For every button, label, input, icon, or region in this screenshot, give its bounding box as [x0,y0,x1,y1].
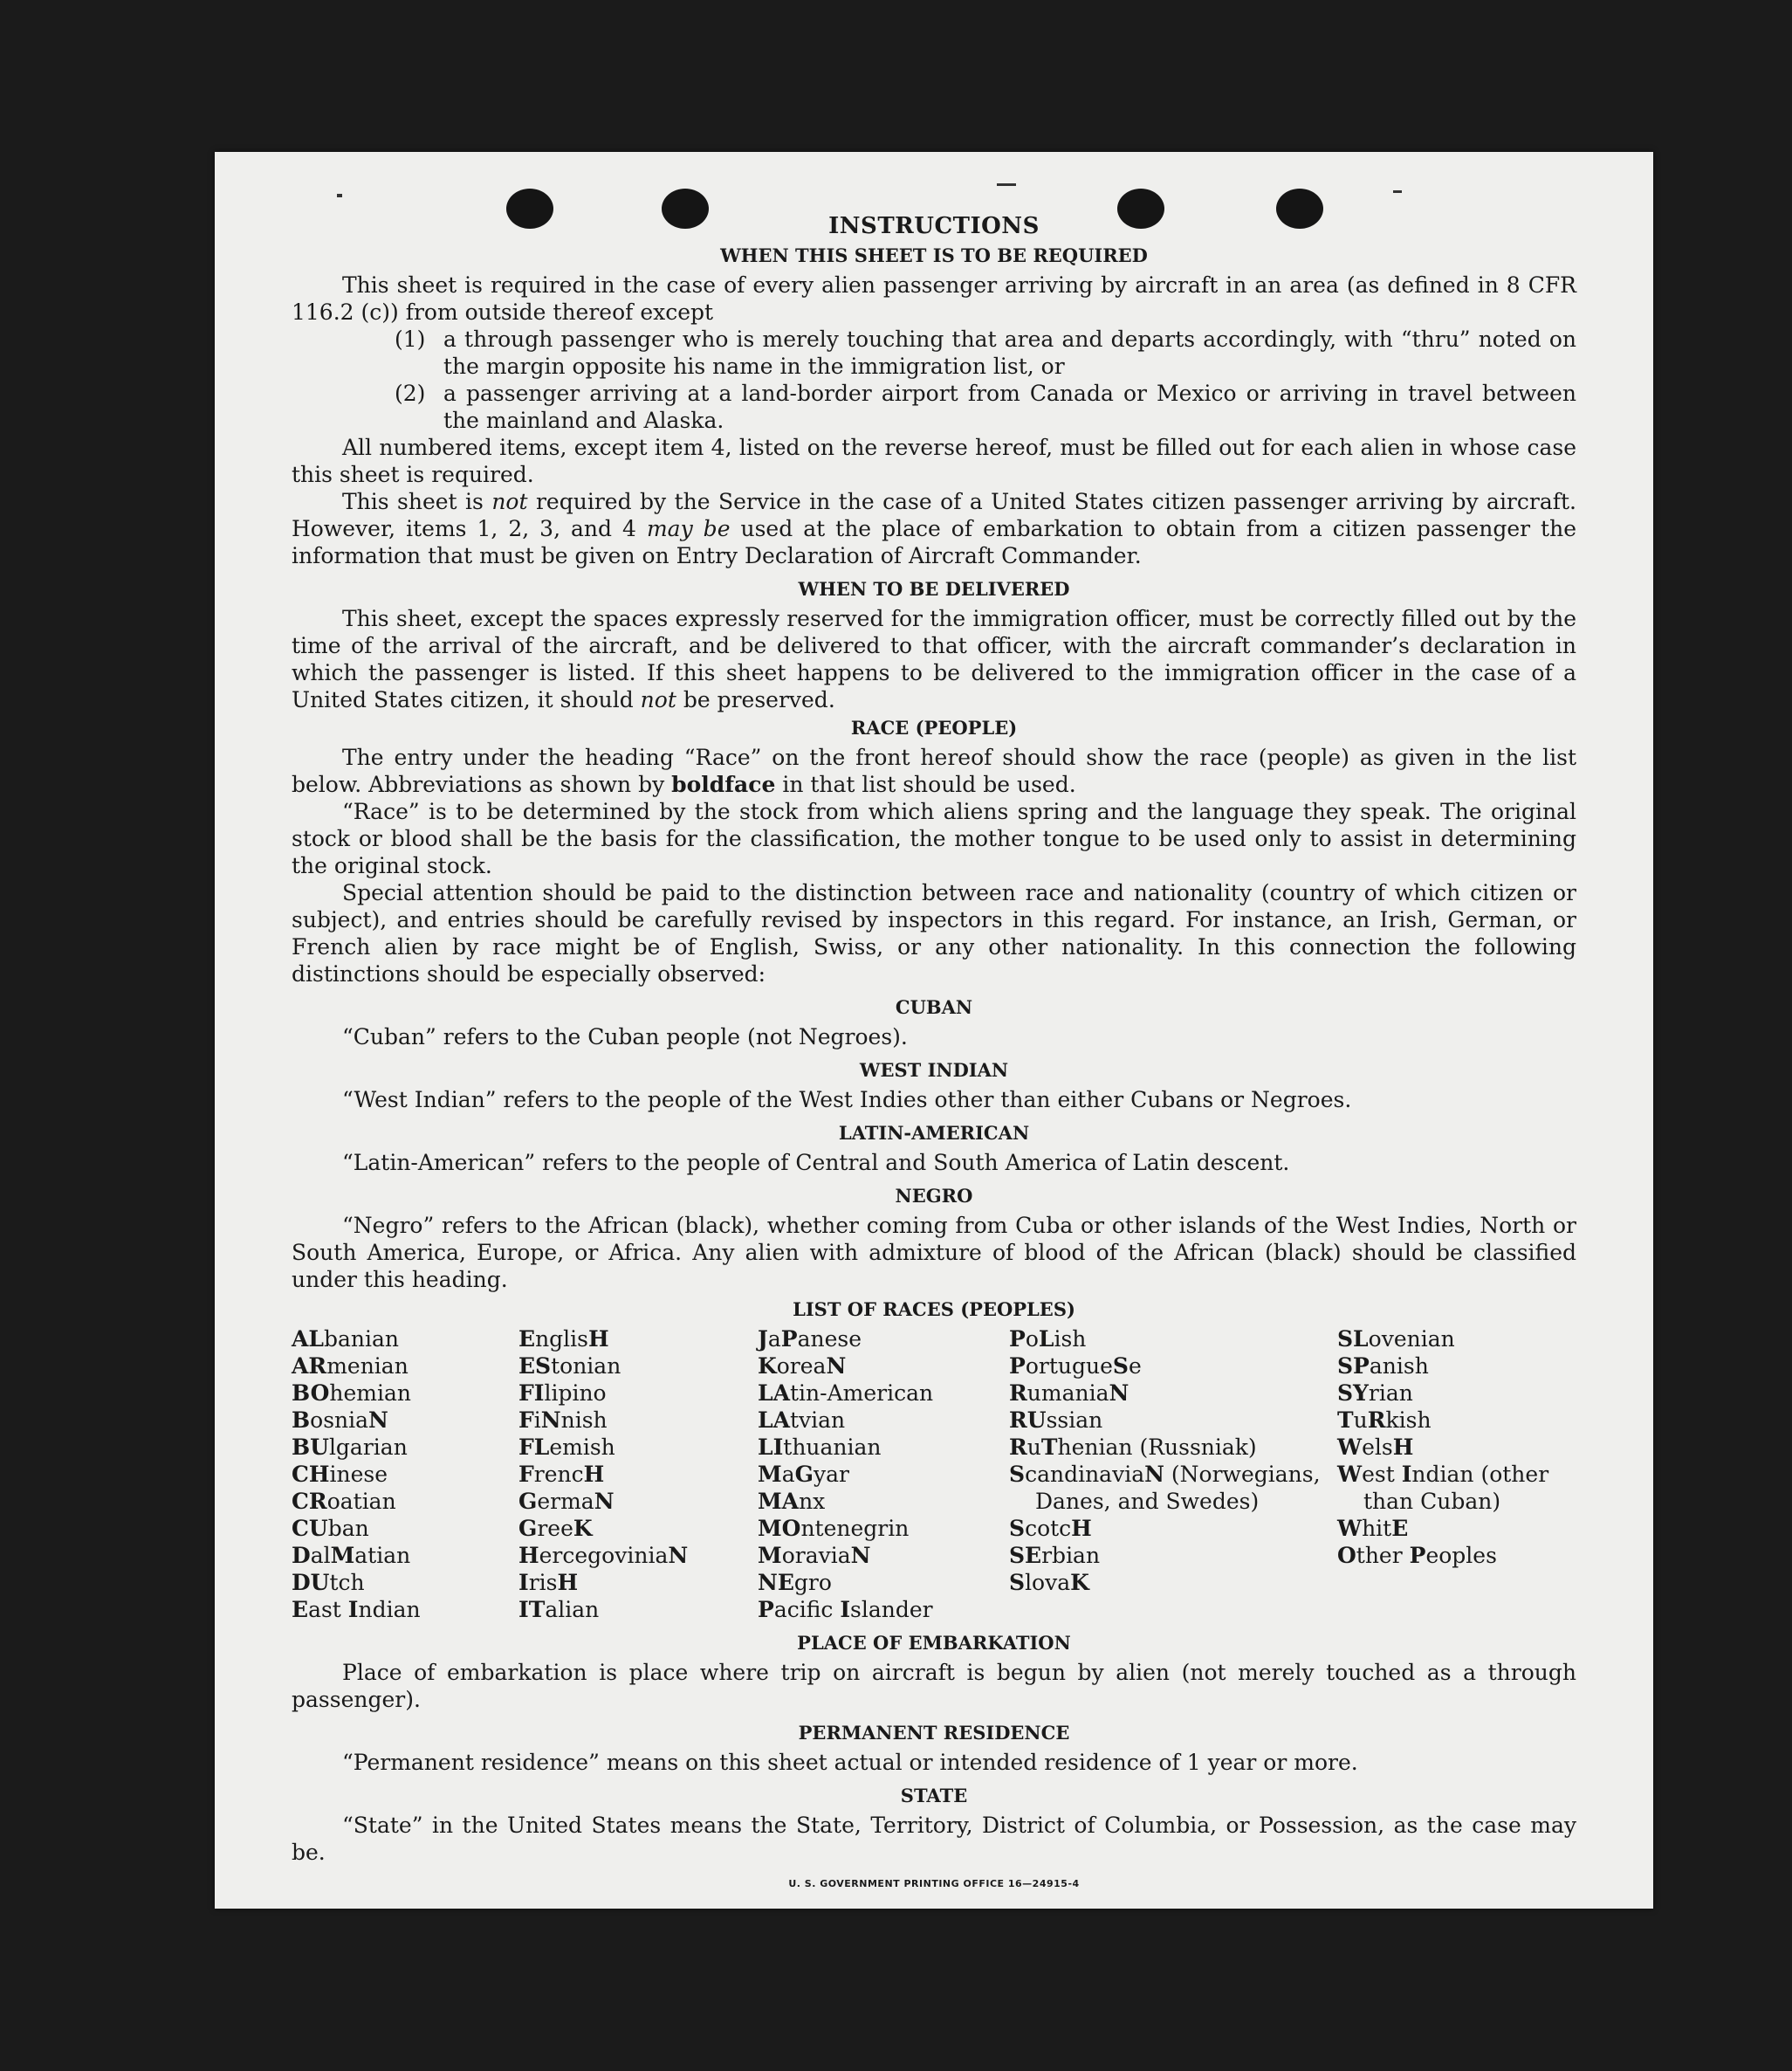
race-name-text: i [533,1407,541,1433]
race-name-text: alian [545,1597,600,1622]
race-abbrev-letters: S [1009,1570,1026,1595]
race-item [1337,1542,1576,1569]
race-abbrev-letters: S [1009,1516,1026,1541]
race-abbrev-letters: N [1144,1462,1164,1487]
race-name-text: tch [329,1570,365,1595]
race-item [518,1352,758,1380]
race-name-text: tvian [789,1407,846,1433]
race-abbrev-letters: K [758,1353,777,1379]
paragraph: “Cuban” refers to the Cuban people (not Negroes). [342,1024,908,1049]
section-heading-delivered: WHEN TO BE DELIVERED [798,578,1070,600]
race-abbrev-letters: W [1337,1435,1363,1460]
punch-hole [662,189,709,229]
race-item [1009,1325,1337,1352]
race-abbrev-letters: M [330,1543,355,1568]
race-item [758,1461,1009,1488]
race-item [758,1515,1009,1542]
race-abbrev-letters: J [758,1326,768,1352]
paragraph: “Negro” refers to the African (black), whether coming from Cuba or other islands of the West Indies, North or South America, Europe, or Africa. Any alien with admixture of blood of the African (black) should be classified under this heading. [292,1213,1576,1292]
exception-item-1 [292,326,1576,380]
emphasis: not [491,489,528,514]
race-item [1337,1434,1576,1461]
race-name-text: ndian [358,1597,421,1622]
punch-hole [506,189,553,229]
race-abbrev-letters: N [668,1543,689,1568]
ink-speck [997,183,1016,186]
race-abbrev-letters: H [518,1543,539,1568]
race-abbrev-letters: G [518,1516,538,1541]
race-item [518,1325,758,1352]
race-name-text: umania [1026,1380,1109,1406]
race-abbrev-letters: P [1009,1326,1026,1352]
race-abbrev-letters: FI [518,1380,545,1406]
bold-text: boldface [671,772,776,797]
emphasis: not [640,687,676,712]
race-item [292,1515,518,1542]
race-abbrev-letters: O [1337,1543,1356,1568]
text-run: be preserved. [676,687,835,712]
race-abbrev-letters: SE [1009,1543,1042,1568]
race-name-text: est [1362,1462,1402,1487]
race-abbrev-letters: FL [518,1435,550,1460]
race-name-text: ndian (other than Cuban) [1363,1462,1549,1514]
race-name-text: e [1128,1353,1142,1379]
race-abbrev-letters: L [1038,1326,1054,1352]
race-column-4 [1009,1325,1337,1623]
race-item [1337,1515,1576,1542]
race-name-text: ree [537,1516,573,1541]
race-item [1009,1352,1337,1380]
race-name-text: ther [1356,1543,1410,1568]
paragraph: Place of embarkation is place where trip on aircraft is begun by alien (not merely touched as a through passenger). [292,1660,1576,1712]
race-name-text: inese [329,1462,388,1487]
paragraph: “Permanent residence” means on this sheet actual or intended residence of 1 year or more. [342,1750,1358,1775]
race-abbrev-letters: SL [1337,1326,1369,1352]
race-name-text: o [1025,1326,1039,1352]
race-item [758,1488,1009,1515]
race-abbrev-letters: I [347,1597,359,1622]
race-abbrev-letters: T [1337,1407,1354,1433]
race-name-text: kish [1385,1407,1432,1433]
race-abbrev-letters: DU [292,1570,330,1595]
race-item [1337,1325,1576,1352]
race-abbrev-letters: D [292,1543,311,1568]
race-item [292,1488,518,1515]
race-abbrev-letters: P [780,1326,798,1352]
race-name-text: menian [326,1353,409,1379]
race-name-text: lgarian [328,1435,408,1460]
race-name-text: henian (Russniak) [1057,1435,1257,1460]
race-abbrev-letters: K [1070,1570,1089,1595]
item-text: a passenger arriving at a land-border airport from Canada or Mexico or arriving in travel between the mainland and Alaska. [443,381,1576,433]
race-abbrev-letters: H [1071,1516,1092,1541]
race-item [1009,1569,1337,1596]
race-name-text: ortugue [1025,1353,1113,1379]
race-name-text: oravia [781,1543,851,1568]
race-abbrev-letters: M [758,1462,782,1487]
race-name-text: hemian [329,1380,411,1406]
race-abbrev-letters: P [758,1597,774,1622]
race-name-text: banian [323,1326,399,1352]
race-item [292,1352,518,1380]
race-abbrev-letters: P [1409,1543,1426,1568]
race-name-text: lipino [544,1380,607,1406]
paragraph [292,488,1576,569]
printing-office-footer: U. S. GOVERNMENT PRINTING OFFICE 16—24915-4 [788,1878,1080,1889]
race-item [518,1596,758,1623]
race-item [758,1325,1009,1352]
race-name-text: emish [549,1435,615,1460]
exception-item-2 [292,380,1576,434]
race-item [758,1596,1009,1623]
race-item [1009,1461,1337,1515]
text-run: This sheet, except the spaces expressly reserved for the immigration officer, must be correctly filled out by the time of the arrival of the aircraft, and be delivered to that officer, with the aircraft commander’s declaration in which the passenger is listed. If this sheet happens to be delivered to the immigration officer in the case of a United States citizen, it should [292,606,1576,712]
race-abbrev-letters: G [794,1462,814,1487]
race-abbrev-letters: BU [292,1435,329,1460]
section-heading-west-indian: WEST INDIAN [859,1059,1009,1081]
race-name-text: (Norwegians, Danes, and Swedes) [1035,1462,1321,1514]
race-abbrev-letters: W [1337,1462,1363,1487]
race-abbrev-letters: N [540,1407,561,1433]
race-name-text: a [767,1326,781,1352]
race-name-text: tonian [551,1353,621,1379]
race-abbrev-letters: E [518,1326,536,1352]
race-abbrev-letters: CH [292,1462,330,1487]
race-abbrev-letters: R [1009,1435,1027,1460]
ink-speck [1393,190,1402,193]
paragraph: “Latin-American” refers to the people of Central and South America of Latin descent. [342,1150,1290,1175]
text-run: in that list should be used. [775,772,1076,797]
race-name-text: ris [528,1570,558,1595]
race-abbrev-letters: I [840,1597,851,1622]
punch-hole [1117,189,1164,229]
race-abbrev-letters: E [292,1597,309,1622]
race-name-text: ssian [1046,1407,1103,1433]
race-abbrev-letters: RU [1009,1407,1047,1433]
race-item [518,1407,758,1434]
race-item [1009,1542,1337,1569]
race-abbrev-letters: H [583,1462,605,1487]
instruction-sheet [215,152,1653,1909]
race-abbrev-letters: F [518,1462,534,1487]
section-heading-cuban: CUBAN [895,996,973,1018]
paragraph: All numbered items, except item 4, listed on the reverse hereof, must be filled out for each alien in whose case this sheet is required. [292,435,1576,487]
section-heading-race: RACE (PEOPLE) [850,717,1018,739]
race-item [518,1569,758,1596]
race-name-text: gro [793,1570,832,1595]
race-name-text: lova [1025,1570,1071,1595]
paragraph: “West Indian” refers to the people of the West Indies other than either Cubans or Negroes. [342,1087,1352,1112]
paragraph: This sheet is required in the case of every alien passenger arriving by aircraft in an area (as defined in 8 CFR 116.2 (c)) from outside thereof except [292,272,1576,325]
race-name-text: al [310,1543,331,1568]
race-item [1337,1461,1576,1515]
race-abbrev-letters: N [1109,1380,1129,1406]
race-name-text: nish [560,1407,608,1433]
race-item [292,1380,518,1407]
race-name-text: ast [308,1597,348,1622]
item-text: a through passenger who is merely touching that area and departs accordingly, with “thru” noted on the margin opposite his name in the immigration list, or [443,327,1576,379]
race-list [292,1325,1576,1623]
paragraph: Special attention should be paid to the distinction between race and nationality (country of which citizen or subject), and entries should be carefully revised by inspectors in this regard. For instance, an Irish, German, or French alien by race might be of English, Swiss, or any other nationality. In this connection the following distinctions should be especially observed: [292,880,1576,987]
race-name-text: els [1362,1435,1393,1460]
ink-speck [337,194,342,197]
race-name-text: oatian [326,1489,396,1514]
race-name-text: u [1353,1407,1368,1433]
section-heading-list-of-races: LIST OF RACES (PEOPLES) [793,1298,1075,1320]
race-item [1009,1380,1337,1407]
race-abbrev-letters: E [1391,1516,1409,1541]
race-name-text: candinavia [1025,1462,1145,1487]
race-name-text: hit [1362,1516,1392,1541]
paragraph: “Race” is to be determined by the stock from which aliens spring and the language they speak. The original stock or blood shall be the basis for the classification, the mother tongue to be used only to assist in determining the original stock. [292,799,1576,878]
race-column-1 [292,1325,518,1623]
race-abbrev-letters: H [557,1570,579,1595]
race-item [518,1542,758,1569]
race-item [758,1434,1009,1461]
race-abbrev-letters: R [1009,1380,1027,1406]
race-name-text: nx [799,1489,826,1514]
race-column-3 [758,1325,1009,1623]
race-abbrev-letters: R [1367,1407,1386,1433]
race-abbrev-letters: MO [758,1516,801,1541]
race-name-text: a [781,1462,795,1487]
race-name-text: ish [1054,1326,1087,1352]
race-abbrev-letters: H [1392,1435,1414,1460]
race-item [758,1569,1009,1596]
race-column-5 [1337,1325,1576,1623]
race-column-2 [518,1325,758,1623]
race-item [292,1407,518,1434]
race-item [292,1461,518,1488]
paragraph: “State” in the United States means the State, Territory, District of Columbia, or Possession, as the case may be. [292,1813,1576,1865]
race-abbrev-letters: LA [758,1407,790,1433]
race-item [1337,1407,1576,1434]
race-abbrev-letters: AL [292,1326,324,1352]
section-heading-residence: PERMANENT RESIDENCE [798,1722,1070,1744]
race-name-text: renc [533,1462,584,1487]
race-abbrev-letters: NE [758,1570,794,1595]
text-run: The entry under the heading “Race” on the front hereof should show the race (people) as given in the list below. Abbreviations as shown by [292,745,1576,797]
race-abbrev-letters: N [826,1353,847,1379]
race-name-text: atian [354,1543,411,1568]
section-heading-required: WHEN THIS SHEET IS TO BE REQUIRED [720,244,1148,266]
race-name-text: anese [797,1326,862,1352]
race-abbrev-letters: M [758,1543,782,1568]
race-abbrev-letters: I [518,1570,529,1595]
race-abbrev-letters: CU [292,1516,328,1541]
race-name-text: yar [813,1462,849,1487]
race-name-text: erma [537,1489,594,1514]
race-abbrev-letters: S [1009,1462,1026,1487]
section-heading-state: STATE [900,1785,968,1806]
race-item [518,1515,758,1542]
race-name-text: anish [1369,1353,1429,1379]
section-heading-negro: NEGRO [895,1185,973,1207]
race-abbrev-letters: N [368,1407,388,1433]
race-item [518,1434,758,1461]
race-abbrev-letters: N [594,1489,614,1514]
race-item [1337,1352,1576,1380]
race-abbrev-letters: SY [1337,1380,1369,1406]
race-name-text: slander [850,1597,933,1622]
race-abbrev-letters: N [850,1543,871,1568]
race-item [292,1325,518,1352]
race-abbrev-letters: MA [758,1489,800,1514]
race-name-text: ntenegrin [800,1516,910,1541]
punch-hole [1276,189,1323,229]
race-abbrev-letters: K [573,1516,593,1541]
race-abbrev-letters: T [1040,1435,1058,1460]
race-name-text: nglis [535,1326,588,1352]
text-run: used at the place of embarkation to obtain from a citizen passenger the information that must be given on Entry Declaration of Aircraft Commander. [292,516,1577,568]
text-run: This sheet is [342,489,492,514]
race-abbrev-letters: W [1337,1516,1363,1541]
race-abbrev-letters: H [588,1326,609,1352]
race-abbrev-letters: IT [518,1597,546,1622]
page-title: INSTRUCTIONS [828,213,1040,239]
race-name-text: u [1026,1435,1041,1460]
race-name-text: ban [327,1516,369,1541]
race-item [292,1434,518,1461]
race-abbrev-letters: SP [1337,1353,1370,1379]
section-heading-latin-american: LATIN-AMERICAN [838,1122,1030,1144]
race-name-text: rian [1368,1380,1413,1406]
race-name-text: orea [776,1353,827,1379]
race-abbrev-letters: AR [292,1353,327,1379]
item-number: (1) [395,327,426,352]
race-abbrev-letters: LI [758,1435,784,1460]
race-item [758,1380,1009,1407]
race-item [518,1461,758,1488]
paragraph [292,605,1576,713]
race-item [292,1569,518,1596]
race-item [758,1542,1009,1569]
race-name-text: osnia [310,1407,369,1433]
race-item [292,1596,518,1623]
race-name-text: cotc [1025,1516,1072,1541]
race-item [1009,1515,1337,1542]
race-item [1337,1380,1576,1407]
paragraph [292,744,1576,798]
race-abbrev-letters: G [518,1489,538,1514]
race-abbrev-letters: B [292,1407,311,1433]
race-abbrev-letters: P [1009,1353,1026,1379]
race-name-text: rbian [1041,1543,1101,1568]
race-item [758,1352,1009,1380]
race-item [758,1407,1009,1434]
race-abbrev-letters: BO [292,1380,330,1406]
race-abbrev-letters: F [518,1407,534,1433]
race-name-text: thuanian [783,1435,882,1460]
race-name-text: ovenian [1368,1326,1455,1352]
race-name-text: tin-American [789,1380,934,1406]
race-abbrev-letters: I [1401,1462,1412,1487]
race-name-text: acific [773,1597,841,1622]
race-item [518,1488,758,1515]
emphasis: may be [646,516,731,541]
race-item [292,1542,518,1569]
section-heading-embarkation: PLACE OF EMBARKATION [797,1632,1071,1654]
text-run: required by the Service in the case of a United States citizen passenger arriving by aircraft. However, items 1, 2, 3, and 4 [292,489,1576,541]
race-item [518,1380,758,1407]
race-abbrev-letters: CR [292,1489,327,1514]
race-item [1009,1407,1337,1434]
race-abbrev-letters: ES [518,1353,552,1379]
race-name-text: ercegovinia [539,1543,669,1568]
race-name-text: eoples [1425,1543,1497,1568]
item-number: (2) [395,381,426,406]
race-abbrev-letters: S [1112,1353,1129,1379]
race-abbrev-letters: LA [758,1380,790,1406]
race-item [1009,1434,1337,1461]
